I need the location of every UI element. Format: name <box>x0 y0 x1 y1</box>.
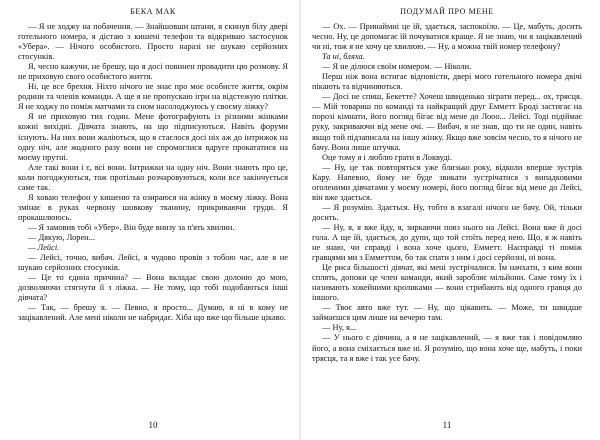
paragraph: — Я замовив тобі «Убер». Він буде внизу за п'ять хвилин. <box>28 222 235 232</box>
paragraph: Ні, це все брехня. Ніхто нічого не знає про моє особисте життя, окрім родини та членів команди. А ще я не пропускаю ігри на відстежую плітки. Я не ходжу по поміж матчами та сном насолоджуюсь у своєму ліжку? <box>18 82 288 112</box>
paragraph: Я ховаю телефон у кишеню та озираюся на жінку в моєму ліжку. Вона змінає в руках червону шовкову тканину, прикриваючи груди. Я прокашлююсь. <box>18 192 288 222</box>
paragraph: — Лейсі. <box>28 243 60 253</box>
paragraph: Це риса більшості дівчат, які мені зустрічалися. Їм начхати, з ким вони сплять, допоки це член команди, який заробляє мільйони. Саме тому їх і називають хокейними кроликами — вони стрибають від одного гравця до іншого. <box>312 263 582 303</box>
book-gutter <box>299 0 301 440</box>
left-running-head: БЕКА МАК <box>130 7 176 16</box>
paragraph: — У нього є дівчина, а я не зацікавлений, — я вже так і повідомляю його, а вона сміхається вже ні. Я розумію, що вона хоче ще, мабуть, і поки трясця, та я вже і так усе бачу. <box>312 333 582 363</box>
right-page-number: 11 <box>442 420 452 430</box>
paragraph: — Це то єдина причина? — Вона вкладає свою долоню до мою, дозволяючи стягнути її з ліжка. — Не тому, що тобі подобаються інші дівчата? <box>18 273 288 303</box>
paragraph: — Ох. — Принаймні це їй, здається, заспокоїло. — Це, мабуть, досить чесно. Ну, це допомагає їй почуватися краще. Я не знаю, чи я зацікавлений чи ні, тож я не хочу це хвилюю. — Ну, а можна твій номер телефону? <box>312 22 582 52</box>
paragraph: — Досі не спиш, Бекетте? Хочеш швиденько зіграти перед... ох, трясця. — Мій товариш по команді та найкращий друг Емметт Броді застигає на порозі кімнати, його погляд бігає від мене до Лооо... Лейсі. Тоді підіймає руку, закриваючи від мене очі. — Вибач, я не знав, що ти не один, навіть якщо той підзаписала на іншу жінку. Якщо вже зовсім чесно, то я нічого не бачу. Вона лише штучка. <box>312 92 582 152</box>
right-page-text <box>312 22 582 418</box>
paragraph: — Я розумію. Здається. Ну, тобто в взагалі нічого не бачу. Ой, тільки досить. <box>312 202 582 222</box>
paragraph: — Я не ділюся своїм номером. — Ніколи. <box>322 62 472 72</box>
left-page-number: 10 <box>148 420 158 430</box>
paragraph: — Ну, це так повторяться уже близько року, відколи вперше зустрів Кару. Напевно, йому не буде звикати зустрічатися з випадковими оголеними дівчатами у моєму номері, його погляд бігає від мене до Лейсі, він вже здається. <box>312 162 582 202</box>
paragraph: — Лейсі, точно, вибач. Лейсі, я чудово провів з тобою час, але я не шукаю серйозних стосунків. <box>18 253 288 273</box>
left-page-text <box>18 22 288 418</box>
paragraph: Я не приховую тих годин. Мене фотографують із різними жінками кожні вихідні. Дівчата знають, на що підписуються. Навіть форуми існують. На них вони жаліються, що я стаєлося досі ніх аж до інтрижок на одну ніч, але жодного разу вони не спромоглися вдруге прокататися на моєму прутні. <box>18 112 288 162</box>
left-page <box>18 0 288 440</box>
paragraph: — Дякую, Лорен... <box>28 232 95 242</box>
right-page <box>312 0 582 440</box>
paragraph: — Так, — брешу я. — Певно, я просто... Думаю, я ні в кому не зацікавлений. Але мені ніколи не набридає. Хіба що вже що більше цікаво. <box>18 303 288 323</box>
paragraph: Та ні, бляха. <box>322 52 365 62</box>
paragraph: Перш ніж вона встигає відповісти, двері мого готельного номера двічі пікають та відчиняються. <box>312 72 582 92</box>
paragraph: — Твоє авто вже тут. — Ну, що цікавить. — Може, ти швидше займаєшся цим лише на вечерю там. <box>312 303 582 323</box>
paragraph: — Я не ходжу на побачення. — Знайшовши штани, я скинув білу двері готельного номера, я дістаю з кишені телефон та відкриваю застосунок «Убера». — Нічого особистого. Просто наразі не шукаю серйозних стосунків. <box>18 22 288 62</box>
right-running-head: ПОДУМАЙ ПРО МЕНЕ <box>400 7 494 16</box>
paragraph: — Ну, я, я вже йду, я, зиркаючи повз нього на Лейсі. Вона вже й досі гола. А ще їй, здається, до дупи, що той стоїть перед нею. Що, я ж навіть не знаю, чи справді і вона хоче цього, Емметт. Насправді ті поміж гравцями ми з Емметтом, бо так спати з ним і досі серйозні, ні вона. <box>312 222 582 263</box>
paragraph: Але такі вони і є, всі вони. Інтрижки на одну ніч. Вони знають про це, коли погоджуються, тож протілько розчаровуються, коли все закінчується саме так. <box>18 162 288 192</box>
paragraph: Я, чесно кажучи, не брешу, що я досі повинен провадити цю розмову. Я не приховую свого особистого життя. <box>18 62 288 82</box>
paragraph: — Ну, я... <box>322 323 357 333</box>
paragraph: Оце тому я і люблю грати в Локвуді. <box>322 152 453 162</box>
